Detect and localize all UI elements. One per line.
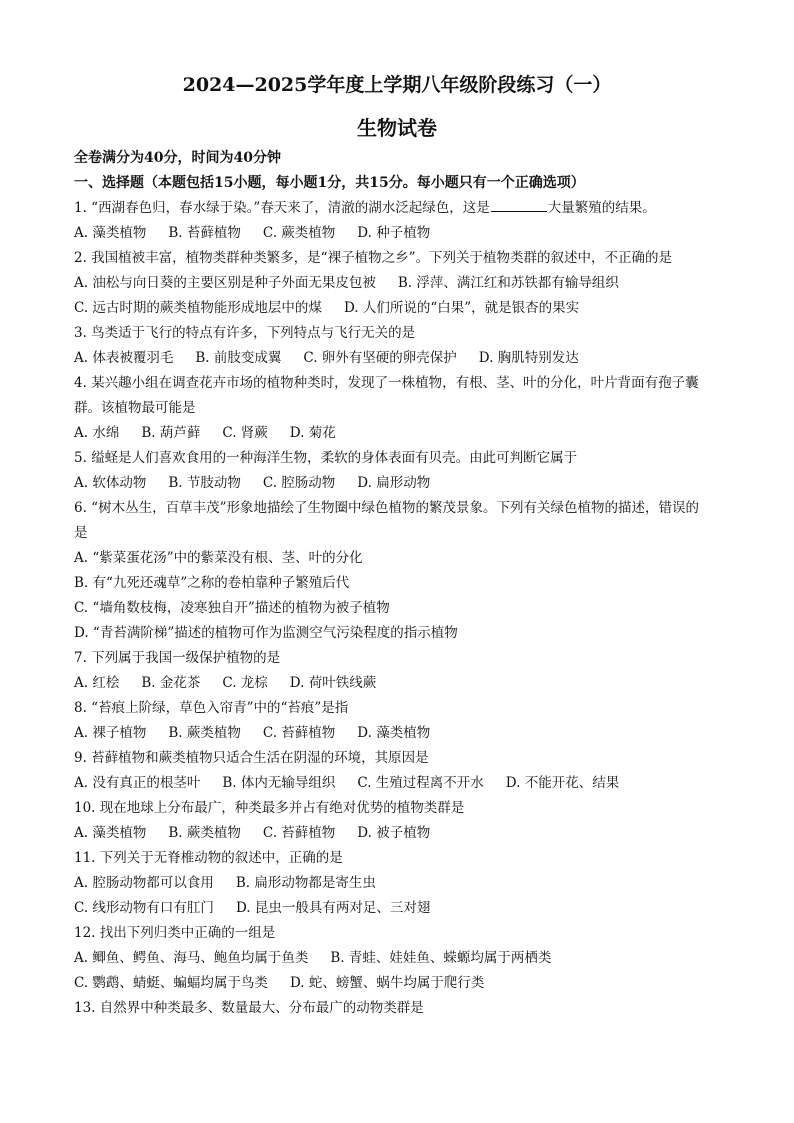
question-11-stem: 11. 下列关于无脊椎动物的叙述中，正确的是 (74, 850, 343, 866)
question-7-stem: 7. 下列属于我国一级保护植物的是 (74, 650, 281, 666)
question-9-option-a: A. 没有真正的根茎叶 (74, 775, 201, 791)
question-6-stem-line2: 是 (74, 525, 88, 541)
question-7-option-c: C. 龙棕 (222, 675, 268, 691)
question-2-option-c: C. 远古时期的蕨类植物能形成地层中的煤 (74, 300, 322, 316)
question-4-option-a: A. 水绵 (74, 425, 120, 441)
question-3-option-a: A. 体表被覆羽毛 (74, 350, 174, 366)
question-5-option-d: D. 扁形动物 (357, 475, 431, 491)
question-4-stem-line2: 群。该植物最可能是 (74, 400, 196, 416)
question-2-option-b: B. 浮萍、满江红和苏铁都有输导组织 (397, 275, 619, 291)
question-8-option-b: B. 蕨类植物 (168, 725, 241, 741)
question-5-stem: 5. 缢蛏是人们喜欢食用的一种海洋生物，柔软的身体表面有贝壳。由此可判断它属于 (74, 450, 578, 466)
question-11-options-row2 (74, 896, 724, 921)
section-heading: 一、选择题（本题包括15小题，每小题1分，共15分。每小题只有一个正确选项） (74, 175, 585, 191)
question-12-option-a: A. 鲫鱼、鳄鱼、海马、鲍鱼均属于鱼类 (74, 950, 309, 966)
question-11-option-c: C. 线形动物有口有肛门 (74, 900, 214, 916)
question-8-stem: 8. “苔痕上阶绿，草色入帘青”中的“苔痕”是指 (74, 700, 349, 716)
question-9-option-b: B. 体内无输导组织 (222, 775, 336, 791)
question-4-option-b: B. 葫芦藓 (141, 425, 201, 441)
question-7-options (74, 671, 724, 696)
exam-subtitle: 生物试卷 (357, 116, 437, 140)
question-1-option-d: D. 种子植物 (357, 225, 431, 241)
question-10-stem: 10. 现在地球上分布最广，种类最多并占有绝对优势的植物类群是 (74, 800, 465, 816)
question-1-option-b: B. 苔藓植物 (168, 225, 241, 241)
question-8-options (74, 721, 724, 746)
question-3-option-b: B. 前肢变成翼 (195, 350, 282, 366)
question-11-option-b: B. 扁形动物都是寄生虫 (235, 875, 376, 891)
question-12-options-row2 (74, 971, 724, 996)
question-1-stem (74, 196, 724, 221)
question-13-stem: 13. 自然界中种类最多、数量最大、分布最广的动物类群是 (74, 1000, 424, 1016)
question-2-options-row2 (74, 296, 724, 321)
question-9-option-c: C. 生殖过程离不开水 (357, 775, 484, 791)
answer-blank (491, 197, 547, 212)
question-6-option-a: A. “紫菜蛋花汤”中的紫菜没有根、茎、叶的分化 (74, 550, 363, 566)
question-1-option-a: A. 藻类植物 (74, 225, 147, 241)
question-10-option-c: C. 苔藓植物 (262, 825, 336, 841)
question-2-option-d: D. 人们所说的“白果”，就是银杏的果实 (343, 300, 580, 316)
question-2-option-a: A. 油松与向日葵的主要区别是种子外面无果皮包被 (74, 275, 376, 291)
question-4-stem-line1: 4. 某兴趣小组在调查花卉市场的植物种类时，发现了一株植物，有根、茎、叶的分化，叶片背面有孢子囊 (74, 375, 699, 391)
question-9-stem: 9. 苔藓植物和蕨类植物只适合生活在阴湿的环境，其原因是 (74, 750, 429, 766)
question-11-options-row1 (74, 871, 724, 896)
question-2-options-row1 (74, 271, 724, 296)
question-1-stem-pre: 1. “西湖春色归，春水绿于染。”春天来了，清澈的湖水泛起绿色，这是 (74, 200, 490, 216)
question-8-option-a: A. 裸子植物 (74, 725, 147, 741)
question-5-options (74, 471, 724, 496)
question-3-options (74, 346, 724, 371)
question-12-option-c: C. 鹦鹉、蜻蜓、蝙蝠均属于鸟类 (74, 975, 268, 991)
question-11-option-a: A. 腔肠动物都可以食用 (74, 875, 214, 891)
question-9-option-d: D. 不能开花、结果 (505, 775, 620, 791)
question-4-options (74, 421, 724, 446)
question-6-stem-line1: 6. “树木丛生，百草丰茂”形象地描绘了生物圈中绿色植物的繁茂景象。下列有关绿色植物的描述，错误的 (74, 500, 699, 516)
question-12-stem: 12. 找出下列归类中正确的一组是 (74, 925, 276, 941)
question-5-option-c: C. 腔肠动物 (262, 475, 336, 491)
question-6-option-b: B. 有“九死还魂草”之称的卷柏靠种子繁殖后代 (74, 575, 350, 591)
question-10-options (74, 821, 724, 846)
question-7-option-d: D. 荷叶铁线蕨 (289, 675, 377, 691)
question-9-options (74, 771, 724, 796)
question-2-stem: 2. 我国植被丰富，植物类群种类繁多，是“裸子植物之乡”。下列关于植物类群的叙述中，不正确的是 (74, 250, 672, 266)
question-4-option-c: C. 肾蕨 (222, 425, 268, 441)
question-7-option-a: A. 红桧 (74, 675, 120, 691)
question-1-options (74, 221, 724, 246)
question-12-options-row1 (74, 946, 724, 971)
question-5-option-a: A. 软体动物 (74, 475, 147, 491)
question-8-option-c: C. 苔藓植物 (262, 725, 336, 741)
question-7-option-b: B. 金花茶 (141, 675, 201, 691)
question-10-option-b: B. 蕨类植物 (168, 825, 241, 841)
question-3-option-d: D. 胸肌特别发达 (478, 350, 579, 366)
exam-info: 全卷满分为40分，时间为40分钟 (74, 150, 281, 166)
question-1-option-c: C. 蕨类植物 (262, 225, 336, 241)
exam-title: 2024—2025学年度上学期八年级阶段练习（一） (182, 74, 612, 96)
question-6-option-d: D. “青苔满阶梯”描述的植物可作为监测空气污染程度的指示植物 (74, 625, 458, 641)
question-3-option-c: C. 卵外有坚硬的卵壳保护 (303, 350, 457, 366)
exam-content (74, 146, 724, 1021)
question-3-stem: 3. 鸟类适于飞行的特点有许多，下列特点与飞行无关的是 (74, 325, 416, 341)
question-11-option-d: D. 昆虫一般具有两对足、三对翅 (235, 900, 431, 916)
question-12-option-d: D. 蛇、螃蟹、蜗牛均属于爬行类 (289, 975, 485, 991)
question-10-option-a: A. 藻类植物 (74, 825, 147, 841)
question-10-option-d: D. 被子植物 (357, 825, 431, 841)
question-5-option-b: B. 节肢动物 (168, 475, 241, 491)
question-4-option-d: D. 菊花 (289, 425, 336, 441)
question-6-option-c: C. “墙角数枝梅，凌寒独自开”描述的植物为被子植物 (74, 600, 390, 616)
question-1-stem-post: 大量繁殖的结果。 (547, 200, 656, 216)
question-8-option-d: D. 藻类植物 (357, 725, 431, 741)
question-12-option-b: B. 青蛙、娃娃鱼、蝾螈均属于两栖类 (330, 950, 552, 966)
